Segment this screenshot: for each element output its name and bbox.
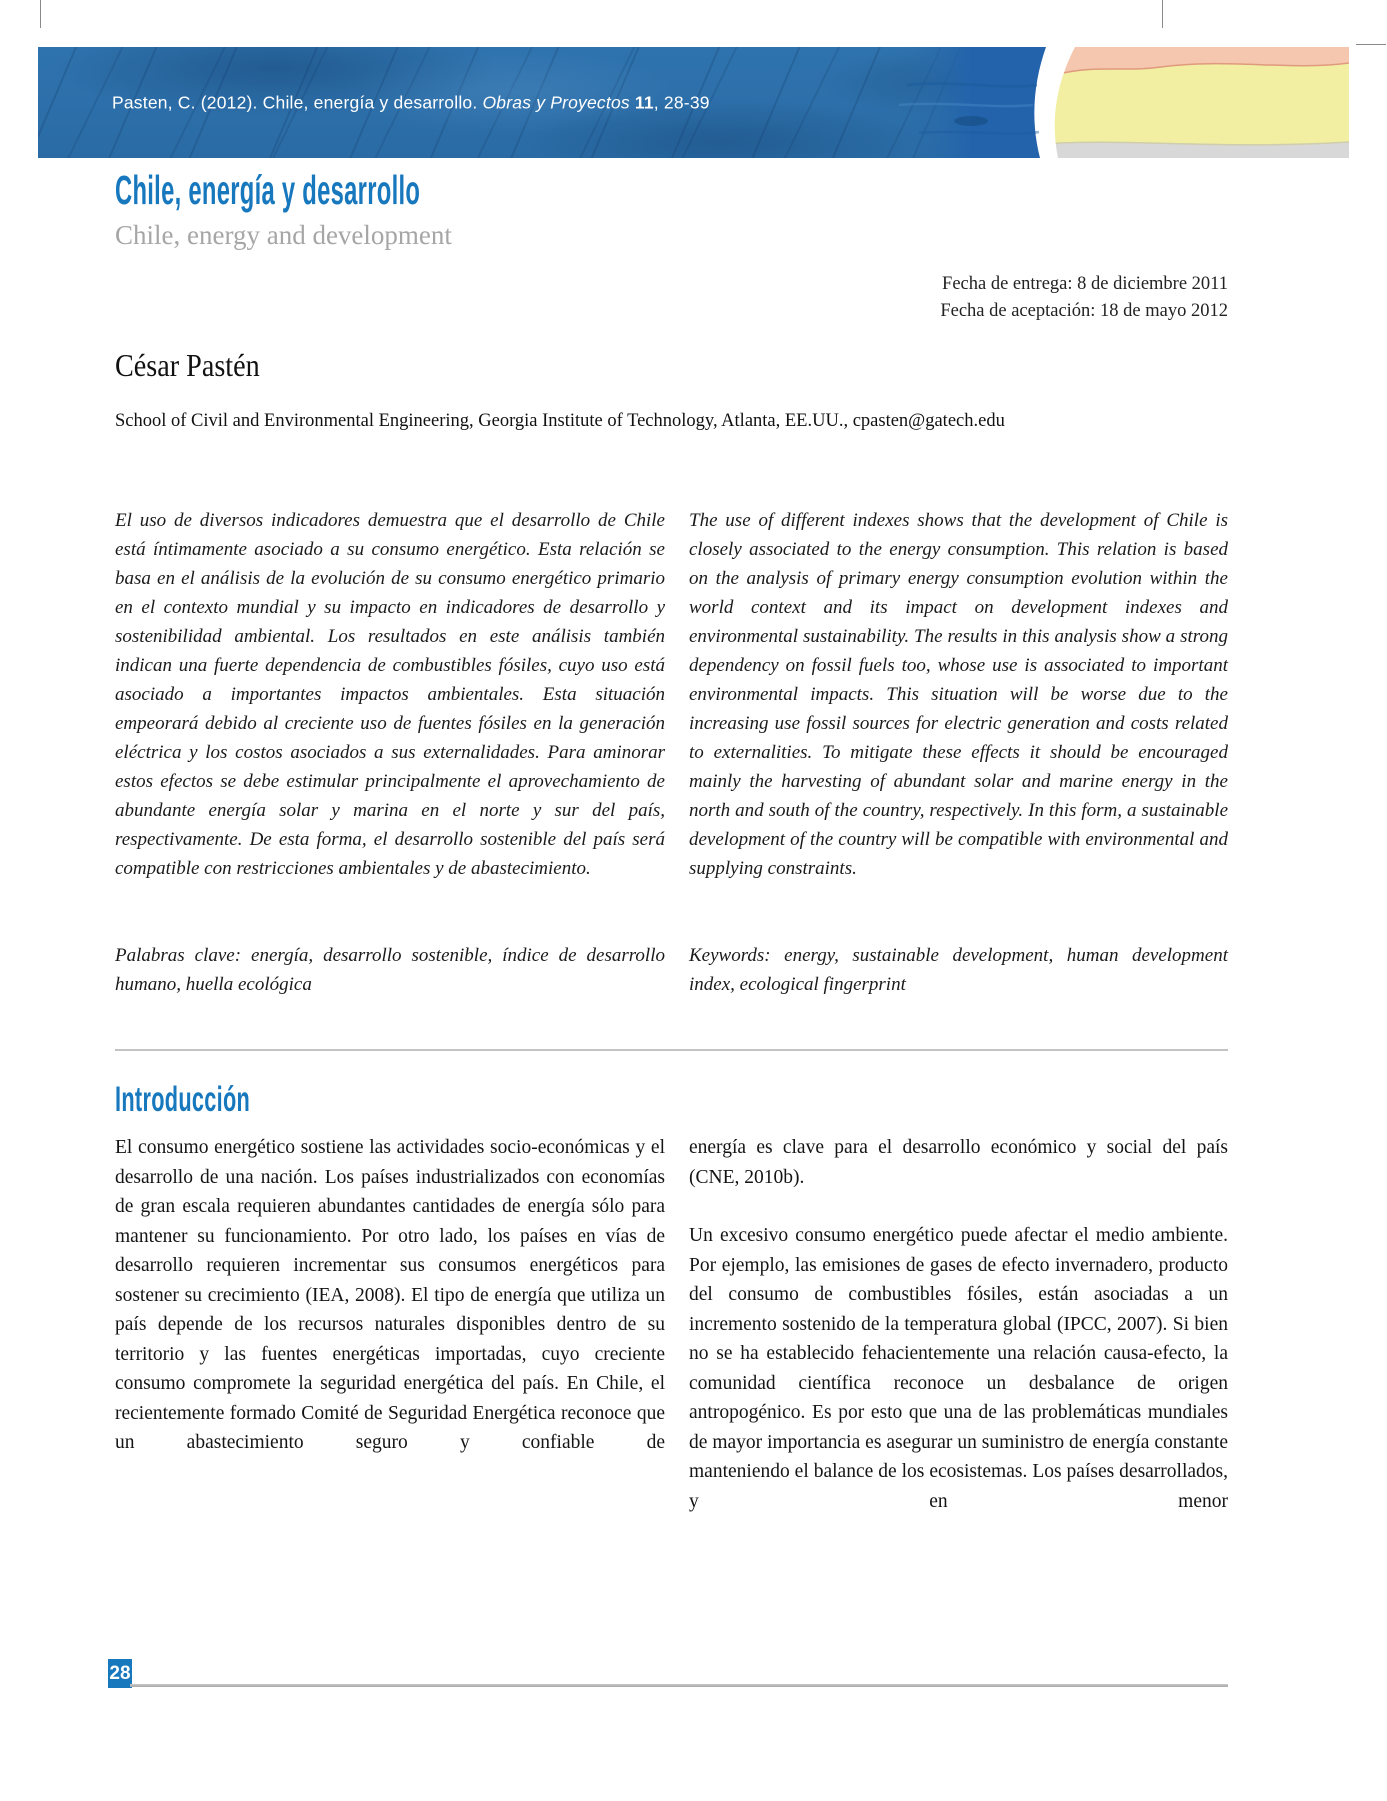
page-title: Chile, energía y desarrollo xyxy=(115,167,421,213)
introduction-body xyxy=(115,1133,1228,1516)
section-heading-introduccion: Introducción xyxy=(115,1080,251,1119)
page-number-badge: 28 xyxy=(108,1659,132,1688)
date-received: Fecha de entrega: 8 de diciembre 2011 xyxy=(942,274,1228,294)
article-first-page xyxy=(115,0,1228,1516)
intro-right-column xyxy=(689,1133,1228,1516)
citation-pages: , 28-39 xyxy=(653,92,710,112)
abstract-english-column xyxy=(689,506,1228,999)
intro-paragraph-right-2: Un excesivo consumo energético puede afectar el medio ambiente. Por ejemplo, las emisiones de gases de efecto invernadero, producto del consumo de combustibles fósiles, están asociadas a un incremento sostenido de la temperatura global (IPCC, 2007). Si bien no se ha establecido fehacientemente una relación causa-efecto, la comunidad científica reconoce un desbalance de origen antropogénico. Es por esto que una de las problemáticas mundiales de mayor importancia es asegurar un suministro de energía constante manteniendo el balance de los ecosistemas. Los países desarrollados, y en menor xyxy=(689,1225,1228,1512)
keywords-english: Keywords: energy, sustainable development, human development index, ecological fingerprint xyxy=(689,945,1228,995)
crop-mark-right-edge xyxy=(1356,44,1386,45)
intro-left-column xyxy=(115,1133,665,1516)
abstract-english: The use of different indexes shows that the development of Chile is closely associated to the energy consumption. This relation is based on the analysis of primary energy consumption evolution within the world context and its impact on development indexes and environmental sustainability. The results in this analysis show a strong dependency on fossil fuels too, whose use is associated to important environmental impacts. This situation will be worse due to the increasing use fossil sources for electric generation and costs related to externalities. To mitigate these effects it should be encouraged mainly the harvesting of abundant solar and marine energy in the north and south of the country, respectively. In this form, a sustainable development of the country will be compatible with environmental and supplying constraints. xyxy=(689,510,1228,879)
keywords-spanish: Palabras clave: energía, desarrollo sostenible, índice de desarrollo humano, huella ecológica xyxy=(115,945,665,995)
crop-mark-top-left xyxy=(40,0,41,28)
intro-paragraph-right-1: energía es clave para el desarrollo económico y social del país (CNE, 2010b). xyxy=(689,1137,1228,1188)
abstract-spanish: El uso de diversos indicadores demuestra que el desarrollo de Chile está íntimamente asociado a su consumo energético. Esta relación se basa en el análisis de la evolución de su consumo energético primario en el contexto mundial y su impacto en indicadores de desarrollo y sostenibilidad ambiental. Los resultados en este análisis también indican una fuerte dependencia de combustibles fósiles, cuyo uso está asociado a importantes impactos ambientales. Esta situación empeorará debido al creciente uso de fuentes fósiles en la generación eléctrica y los costos asociados a sus externalidades. Para aminorar estos efectos se debe estimular principalmente el aprovechamiento de abundante energía solar y marina en el norte y sur del país, respectivamente. De esta forma, el desarrollo sostenible del país será compatible con restricciones ambientales y de abastecimiento. xyxy=(115,510,665,879)
abstract-spanish-column xyxy=(115,506,665,999)
author-name: César Pastén xyxy=(115,347,260,383)
citation-volume: 11 xyxy=(634,92,654,112)
page-subtitle: Chile, energy and development xyxy=(115,220,452,250)
citation-text: Pasten, C. (2012). Chile, energía y desarrollo. xyxy=(112,92,483,112)
section-divider xyxy=(115,1049,1228,1051)
intro-paragraph-left: El consumo energético sostiene las actividades socio-económicas y el desarrollo de una nación. Los países industrializados con economías de gran escala requieren abundantes cantidades de energía sólo para mantener su funcionamiento. Por otro lado, los países en vías de desarrollo requieren incrementar sus consumos energéticos para sostener su crecimiento (IEA, 2008). El tipo de energía que utiliza un país depende de los recursos naturales disponibles dentro de su territorio y las fuentes energéticas importadas, cuyo creciente consumo compromete la seguridad energética del país. En Chile, el recientemente formado Comité de Seguridad Energética reconoce que un abastecimiento seguro y confiable de xyxy=(115,1137,665,1453)
date-accepted: Fecha de aceptación: 18 de mayo 2012 xyxy=(940,301,1228,321)
submission-dates xyxy=(115,271,1228,325)
citation-journal: Obras y Proyectos xyxy=(482,92,635,112)
abstract-section xyxy=(115,506,1228,999)
footer-rule xyxy=(130,1684,1228,1687)
author-affiliation: School of Civil and Environmental Engineering, Georgia Institute of Technology, Atlanta, EE.UU., cpasten@gatech.edu xyxy=(115,411,1005,431)
